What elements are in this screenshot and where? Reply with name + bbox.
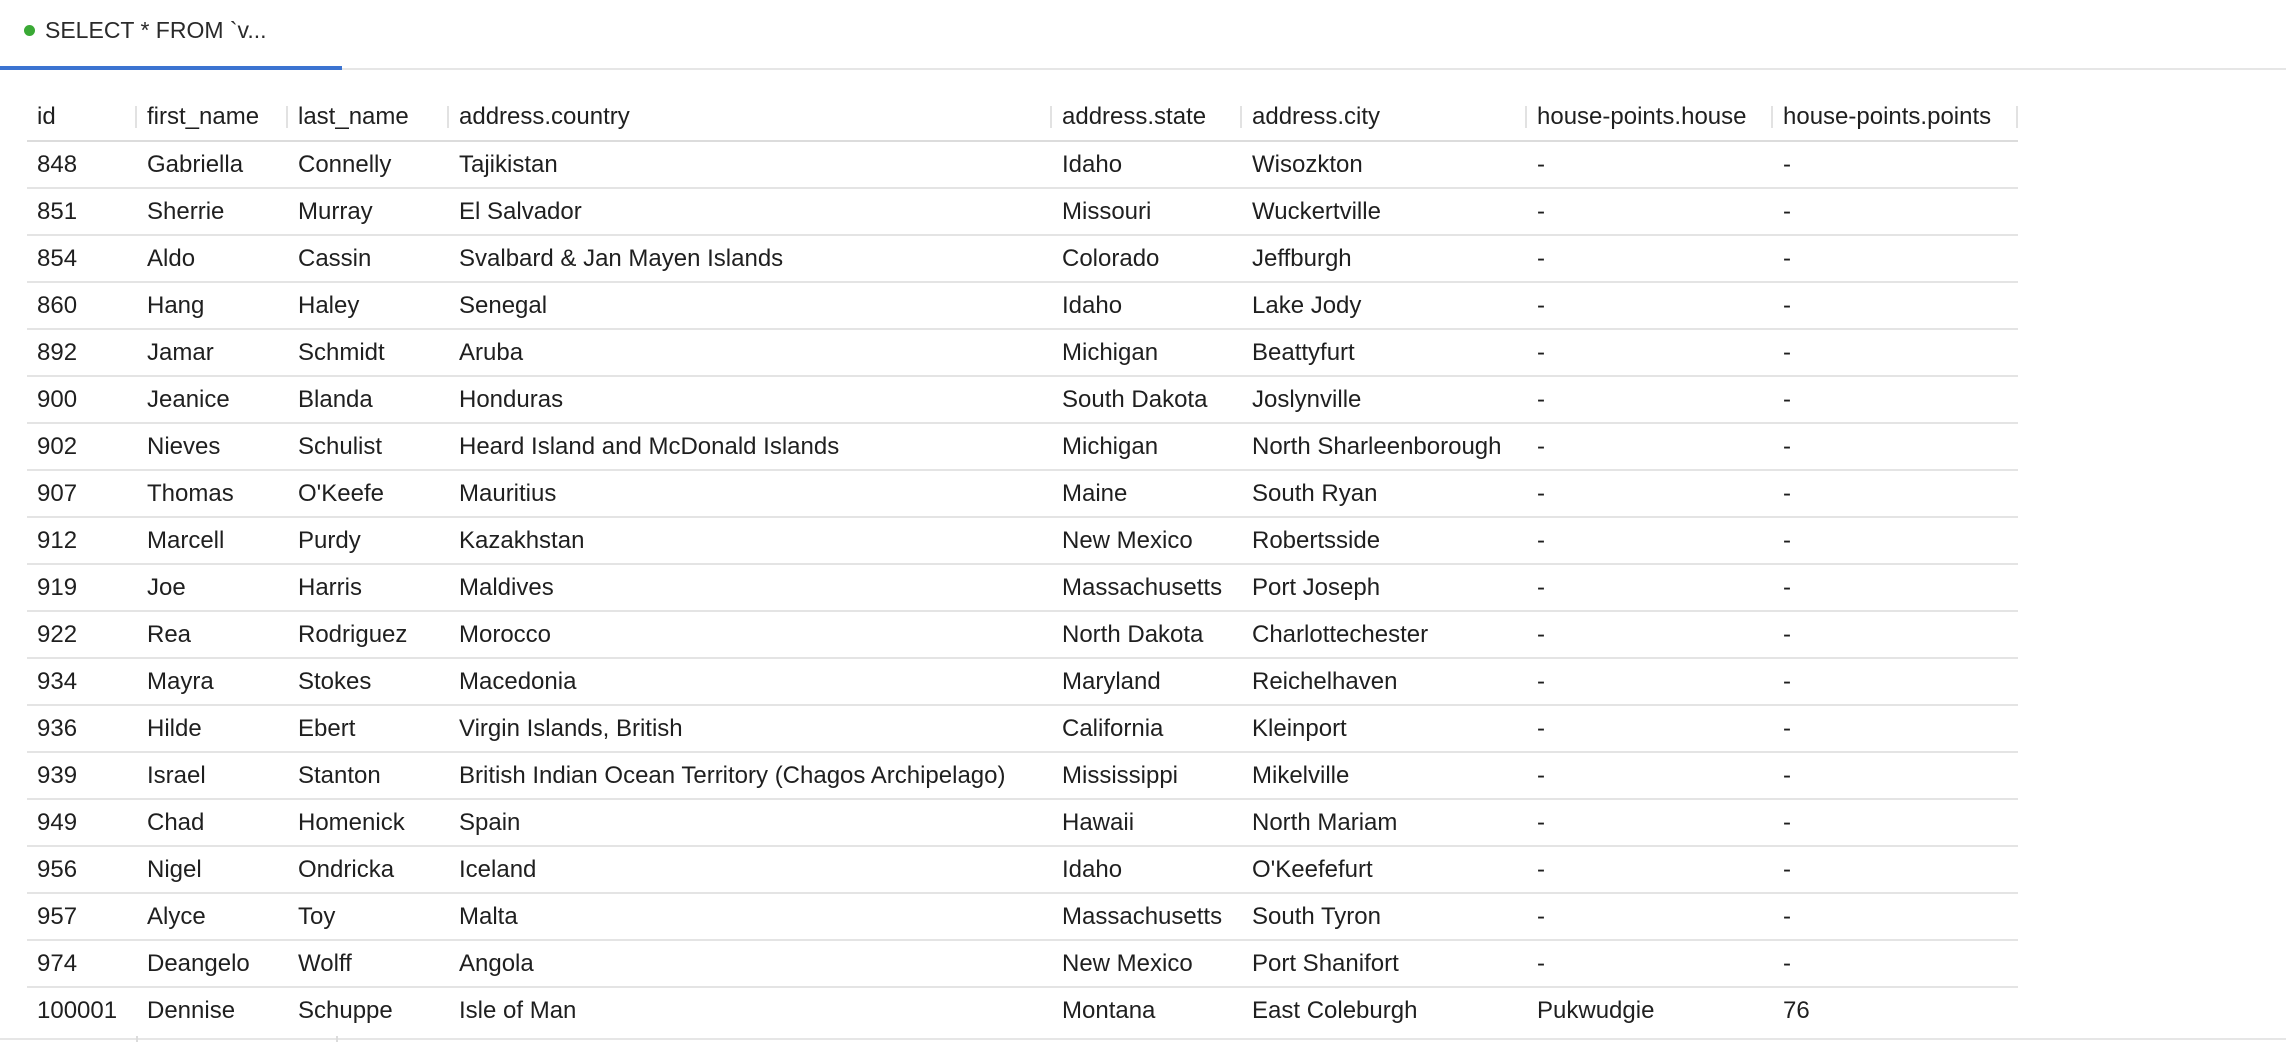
table-cell[interactable]: -	[1773, 752, 2018, 799]
table-cell[interactable]: Mauritius	[449, 470, 1052, 517]
table-cell[interactable]: -	[1773, 846, 2018, 893]
query-tab-label: SELECT * FROM `v...	[45, 16, 267, 43]
table-cell[interactable]: Michigan	[1052, 329, 1242, 376]
table-cell[interactable]: 902	[27, 423, 137, 470]
table-cell[interactable]: Gabriella	[137, 141, 288, 188]
table-cell[interactable]: Spain	[449, 799, 1052, 846]
table-cell[interactable]: Wuckertville	[1242, 188, 1527, 235]
table-cell[interactable]: Stokes	[288, 658, 449, 705]
table-cell[interactable]: Macedonia	[449, 658, 1052, 705]
table-cell[interactable]: -	[1527, 470, 1773, 517]
query-tab[interactable]	[0, 0, 342, 70]
bottom-divider-tick	[136, 1036, 138, 1042]
table-cell[interactable]: Iceland	[449, 846, 1052, 893]
results-table	[27, 94, 2018, 1033]
table-cell[interactable]: 922	[27, 611, 137, 658]
table-cell[interactable]: Pukwudgie	[1537, 996, 1655, 1024]
table-cell[interactable]: 974	[27, 940, 137, 987]
table-cell[interactable]: Israel	[137, 752, 288, 799]
table-cell[interactable]: -	[1773, 188, 2018, 235]
table-cell[interactable]: 854	[27, 235, 137, 282]
table-cell[interactable]: Wolff	[288, 940, 449, 987]
table-cell[interactable]: 956	[27, 846, 137, 893]
column-header-label: address.country	[459, 103, 630, 130]
table-cell[interactable]: Chad	[137, 799, 288, 846]
table-cell[interactable]: Deangelo	[137, 940, 288, 987]
table-cell[interactable]: 957	[27, 893, 137, 940]
table-cell[interactable]: -	[1527, 141, 1773, 188]
table-cell[interactable]: North Dakota	[1052, 611, 1242, 658]
table-cell[interactable]: Wisozkton	[1242, 141, 1527, 188]
table-cell[interactable]: 934	[27, 658, 137, 705]
table-cell[interactable]: -	[1527, 940, 1773, 987]
table-cell[interactable]: Hawaii	[1052, 799, 1242, 846]
table-cell[interactable]: 860	[27, 282, 137, 329]
table-row[interactable]	[27, 705, 2018, 752]
table-cell[interactable]: Massachusetts	[1052, 893, 1242, 940]
table-cell[interactable]: Morocco	[449, 611, 1052, 658]
table-cell[interactable]: North Mariam	[1242, 799, 1527, 846]
header-row	[27, 94, 2018, 141]
table-cell[interactable]: Dennise	[147, 996, 236, 1024]
column-header[interactable]	[1773, 94, 2018, 141]
table-cell[interactable]: -	[1773, 893, 2018, 940]
table-cell[interactable]: South Ryan	[1242, 470, 1527, 517]
table-cell[interactable]: British Indian Ocean Territory (Chagos Archipelago)	[449, 752, 1052, 799]
table-cell[interactable]: 936	[27, 705, 137, 752]
table-cell[interactable]: Malta	[449, 893, 1052, 940]
table-cell[interactable]: -	[1773, 940, 2018, 987]
table-cell[interactable]: New Mexico	[1052, 517, 1242, 564]
table-cell[interactable]: Michigan	[1052, 423, 1242, 470]
column-header[interactable]	[1242, 94, 1527, 141]
table-cell[interactable]: -	[1773, 235, 2018, 282]
table-cell[interactable]: -	[1527, 893, 1773, 940]
table-cell[interactable]: Robertsside	[1242, 517, 1527, 564]
table-cell[interactable]: Nieves	[137, 423, 288, 470]
table-row[interactable]	[27, 940, 2018, 987]
table-cell[interactable]: -	[1527, 423, 1773, 470]
column-header[interactable]	[27, 94, 137, 141]
column-header-label: house-points.points	[1783, 103, 1992, 130]
table-cell[interactable]: -	[1527, 846, 1773, 893]
table-cell[interactable]: Marcell	[137, 517, 288, 564]
table-row[interactable]	[27, 188, 2018, 235]
table-cell[interactable]: Schulist	[288, 423, 449, 470]
table-cell[interactable]: Joslynville	[1242, 376, 1527, 423]
table-cell[interactable]: Rodriguez	[288, 611, 449, 658]
results-grid	[27, 94, 2018, 1033]
table-row[interactable]	[27, 282, 2018, 329]
column-header[interactable]	[449, 94, 1052, 141]
table-cell[interactable]: Ebert	[288, 705, 449, 752]
table-cell[interactable]: -	[1773, 658, 2018, 705]
table-row[interactable]	[27, 987, 2018, 1033]
table-cell[interactable]: Isle of Man	[459, 996, 577, 1024]
table-cell[interactable]: -	[1773, 329, 2018, 376]
column-header-label: first_name	[147, 103, 260, 130]
table-cell[interactable]: Kleinport	[1242, 705, 1527, 752]
table-cell[interactable]: -	[1527, 564, 1773, 611]
table-cell[interactable]: 892	[27, 329, 137, 376]
table-cell[interactable]: Sherrie	[137, 188, 288, 235]
table-row[interactable]	[27, 470, 2018, 517]
table-cell[interactable]: -	[1527, 705, 1773, 752]
table-cell[interactable]: -	[1773, 376, 2018, 423]
column-header-label: address.state	[1062, 103, 1207, 130]
table-cell[interactable]: Maryland	[1052, 658, 1242, 705]
table-cell[interactable]: Homenick	[288, 799, 449, 846]
table-cell[interactable]: -	[1773, 705, 2018, 752]
table-cell[interactable]: North Sharleenborough	[1242, 423, 1527, 470]
table-cell[interactable]: California	[1052, 705, 1242, 752]
column-header-label: address.city	[1252, 103, 1381, 130]
table-cell[interactable]: -	[1527, 235, 1773, 282]
table-cell[interactable]: Idaho	[1052, 846, 1242, 893]
table-cell[interactable]: Missouri	[1052, 188, 1242, 235]
table-cell[interactable]: 907	[27, 470, 137, 517]
table-cell[interactable]: -	[1773, 470, 2018, 517]
table-cell[interactable]: Heard Island and McDonald Islands	[449, 423, 1052, 470]
table-cell[interactable]: Jeffburgh	[1242, 235, 1527, 282]
table-cell[interactable]: Rea	[137, 611, 288, 658]
table-cell[interactable]: Svalbard & Jan Mayen Islands	[449, 235, 1052, 282]
table-cell[interactable]: Aruba	[449, 329, 1052, 376]
table-row[interactable]	[27, 329, 2018, 376]
bottom-divider	[0, 1038, 2286, 1040]
table-cell[interactable]: South Dakota	[1052, 376, 1242, 423]
table-cell[interactable]: Port Shanifort	[1242, 940, 1527, 987]
table-cell[interactable]: Hang	[137, 282, 288, 329]
table-cell[interactable]: 851	[27, 188, 137, 235]
table-cell[interactable]: -	[1527, 799, 1773, 846]
table-cell[interactable]: South Tyron	[1242, 893, 1527, 940]
table-row[interactable]	[27, 799, 2018, 846]
table-cell[interactable]: -	[1527, 611, 1773, 658]
table-cell[interactable]: 919	[27, 564, 137, 611]
table-row[interactable]	[27, 611, 2018, 658]
table-cell[interactable]: Haley	[288, 282, 449, 329]
table-cell[interactable]: O'Keefe	[288, 470, 449, 517]
table-cell[interactable]: -	[1527, 658, 1773, 705]
table-cell[interactable]: Tajikistan	[449, 141, 1052, 188]
table-cell[interactable]: New Mexico	[1052, 940, 1242, 987]
table-cell[interactable]: Mayra	[137, 658, 288, 705]
column-header-label: id	[37, 103, 56, 130]
table-cell[interactable]: Toy	[288, 893, 449, 940]
table-cell[interactable]: Maldives	[449, 564, 1052, 611]
table-row[interactable]	[27, 893, 2018, 940]
table-cell[interactable]: Cassin	[288, 235, 449, 282]
table-cell[interactable]: Mikelville	[1242, 752, 1527, 799]
table-row[interactable]	[27, 376, 2018, 423]
table-cell[interactable]: Purdy	[288, 517, 449, 564]
table-cell[interactable]: Joe	[137, 564, 288, 611]
table-cell[interactable]: Jeanice	[137, 376, 288, 423]
table-cell[interactable]: 912	[27, 517, 137, 564]
status-dot-icon	[24, 25, 35, 36]
table-cell[interactable]: -	[1773, 517, 2018, 564]
table-cell[interactable]: -	[1773, 141, 2018, 188]
table-cell[interactable]: 848	[27, 141, 137, 188]
table-cell[interactable]: Mississippi	[1052, 752, 1242, 799]
table-cell[interactable]: Lake Jody	[1242, 282, 1527, 329]
table-cell[interactable]: Thomas	[137, 470, 288, 517]
table-cell[interactable]: Honduras	[449, 376, 1052, 423]
table-cell[interactable]: O'Keefefurt	[1242, 846, 1527, 893]
table-cell[interactable]: Murray	[288, 188, 449, 235]
table-cell[interactable]: Charlottechester	[1242, 611, 1527, 658]
table-cell[interactable]: 100001	[37, 996, 118, 1024]
table-cell[interactable]: Harris	[288, 564, 449, 611]
table-row[interactable]	[27, 658, 2018, 705]
table-cell[interactable]: Idaho	[1052, 141, 1242, 188]
table-row[interactable]	[27, 517, 2018, 564]
table-cell[interactable]: Ondricka	[288, 846, 449, 893]
table-cell[interactable]: Schuppe	[298, 996, 393, 1024]
table-cell[interactable]: 76	[1783, 996, 1810, 1024]
table-cell[interactable]: Jamar	[137, 329, 288, 376]
table-cell[interactable]: -	[1773, 282, 2018, 329]
table-cell[interactable]: -	[1527, 752, 1773, 799]
column-header[interactable]	[1052, 94, 1242, 141]
table-cell[interactable]: Maine	[1052, 470, 1242, 517]
table-cell[interactable]: Senegal	[449, 282, 1052, 329]
bottom-divider-tick	[336, 1036, 338, 1042]
table-cell[interactable]: Idaho	[1052, 282, 1242, 329]
column-header[interactable]	[288, 94, 449, 141]
table-cell[interactable]: Angola	[449, 940, 1052, 987]
table-cell[interactable]: Beattyfurt	[1242, 329, 1527, 376]
table-cell[interactable]: Virgin Islands, British	[449, 705, 1052, 752]
column-header[interactable]	[1527, 94, 1773, 141]
column-resize-handle[interactable]	[2016, 106, 2018, 128]
table-cell[interactable]: Connelly	[288, 141, 449, 188]
table-cell[interactable]: -	[1773, 423, 2018, 470]
table-cell[interactable]: -	[1773, 799, 2018, 846]
table-cell[interactable]: Massachusetts	[1052, 564, 1242, 611]
table-cell[interactable]: Montana	[1062, 996, 1156, 1024]
table-cell[interactable]: -	[1527, 188, 1773, 235]
column-header-label: house-points.house	[1537, 103, 1747, 130]
column-header[interactable]	[137, 94, 288, 141]
table-cell[interactable]: Stanton	[288, 752, 449, 799]
table-cell[interactable]: Nigel	[137, 846, 288, 893]
table-cell[interactable]: -	[1527, 282, 1773, 329]
table-cell[interactable]: Port Joseph	[1242, 564, 1527, 611]
column-header-label: last_name	[298, 103, 409, 130]
table-cell[interactable]: Colorado	[1052, 235, 1242, 282]
table-body	[27, 141, 2018, 1033]
table-cell[interactable]: -	[1527, 376, 1773, 423]
table-cell[interactable]: Kazakhstan	[449, 517, 1052, 564]
table-cell[interactable]: 900	[27, 376, 137, 423]
table-cell[interactable]: Blanda	[288, 376, 449, 423]
table-cell[interactable]: Reichelhaven	[1242, 658, 1527, 705]
table-cell[interactable]: Aldo	[137, 235, 288, 282]
tab-bar	[0, 0, 2286, 70]
table-row[interactable]	[27, 423, 2018, 470]
table-cell[interactable]: Schmidt	[288, 329, 449, 376]
table-row[interactable]	[27, 564, 2018, 611]
table-cell[interactable]: -	[1527, 329, 1773, 376]
table-cell[interactable]: -	[1773, 564, 2018, 611]
table-cell[interactable]: 939	[27, 752, 137, 799]
table-row[interactable]	[27, 846, 2018, 893]
table-cell[interactable]: Hilde	[137, 705, 288, 752]
table-cell[interactable]: 949	[27, 799, 137, 846]
table-cell[interactable]: El Salvador	[449, 188, 1052, 235]
table-cell[interactable]: -	[1527, 517, 1773, 564]
table-row[interactable]	[27, 752, 2018, 799]
table-row[interactable]	[27, 235, 2018, 282]
table-row[interactable]	[27, 141, 2018, 188]
table-cell[interactable]: -	[1773, 611, 2018, 658]
table-cell[interactable]: Alyce	[137, 893, 288, 940]
table-cell[interactable]: East Coleburgh	[1252, 996, 1418, 1024]
